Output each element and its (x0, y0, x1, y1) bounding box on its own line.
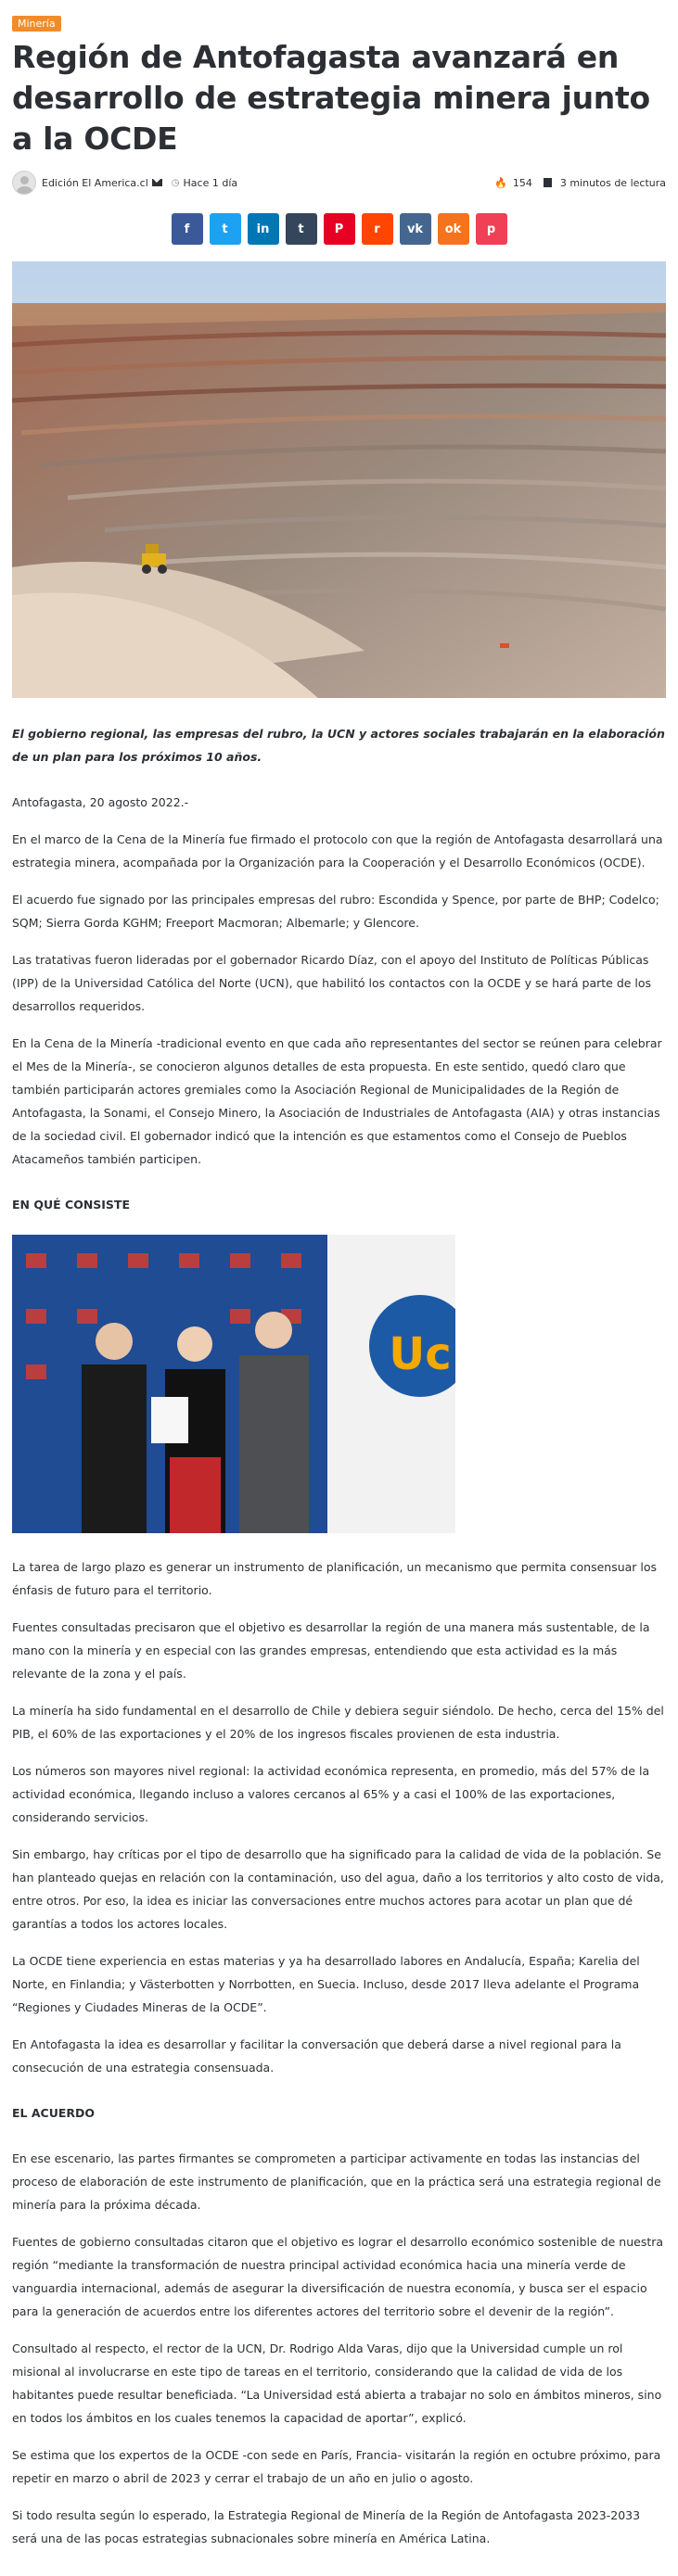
share-facebook-button[interactable] (172, 213, 203, 245)
paragraph: En Antofagasta la idea es desarrollar y facilitar la conversación que deberá darse a nivel regional para la consecución de una estrategia consensuada. (12, 2037, 621, 2075)
section-heading: EN QUÉ CONSISTE (12, 1198, 131, 1212)
linkedin-icon: in (256, 222, 270, 236)
paragraph: Los números son mayores nivel regional: la actividad económica representa, en promedio, más del 57% de la actividad económica, llegando incluso a valores cercanos al 65% y a casi el 100% de las exportaciones, considerando servicios. (12, 1764, 650, 1824)
share-buttons (12, 213, 666, 245)
odnoklassniki-icon: ok (444, 222, 462, 236)
banner-ucn-letter: Uc (389, 1328, 452, 1380)
paragraph-dateline: Antofagasta, 20 agosto 2022.- (12, 795, 189, 809)
bookmark-icon (544, 178, 552, 187)
share-twitter-button[interactable] (210, 213, 241, 245)
paragraph: La OCDE tiene experiencia en estas materias y ya ha desarrollado labores en Andalucía, España; Karelia del Norte, en Finlandia; y Västerbotten y Norrbotten, en Suecia. Incluso, desde 2017 lleva adelante el Programa “Regiones y Ciudades Mineras de la OCDE”. (12, 1954, 640, 2014)
clock-icon: ◷ (171, 177, 180, 188)
post-date: Hace 1 día (183, 176, 238, 189)
article-lead: El gobierno regional, las empresas del rubro, la UCN y actores sociales trabajarán en la elaboración de un plan para los próximos 10 años. (12, 727, 665, 764)
share-odnoklassniki-button[interactable] (438, 213, 469, 245)
paragraph: Sin embargo, hay críticas por el tipo de desarrollo que ha significado para la calidad de vida de la población. Se han planteado quejas en relación con la contaminación, uso del agua, daño a los territorios y alto costo de vida, entre otros. Por eso, la idea es iniciar las conversaciones entre muchos actores para acotar un plan que dé garantías a todos los actores locales. (12, 1847, 664, 1931)
paragraph: Si todo resulta según lo esperado, la Estrategia Regional de Minería de la Región de Antofagasta 2023-2033 será una de las pocas estrategias subnacionales sobre minería en América Latina. (12, 2508, 641, 2545)
article-meta (12, 169, 666, 197)
pocket-icon: p (486, 222, 496, 236)
reddit-icon: r (374, 222, 380, 236)
paragraph: Las tratativas fueron lideradas por el gobernador Ricardo Díaz, con el apoyo del Instituto de Políticas Públicas (IPP) de la Universidad Católica del Norte (UCN), que habilitó los contactos con la OCDE y se hará parte de los desarrollos requeridos. (12, 953, 652, 1013)
share-tumblr-button[interactable] (286, 213, 317, 245)
paragraph: En la Cena de la Minería -tradicional evento en que cada año representantes del sector se reúnen para celebrar el Mes de la Minería-, se conocieron algunos detalles de esta propuesta. En este sentido, quedó claro que también participarán actores gremiales como la Asociación Regional de Municipalidades de la Región de Antofagasta, la Sonami, el Consejo Minero, la Asociación de Industriales de Antofagasta (AIA) y otras instancias de la sociedad civil. El gobernador indicó que la intención es que estamentos como el Consejo de Pueblos Atacameños también participen. (12, 1036, 662, 1166)
share-linkedin-button[interactable] (248, 213, 279, 245)
paragraph: Fuentes consultadas precisaron que el objetivo es desarrollar la región de una manera más sustentable, de la mano con la minería y en especial con las grandes empresas, entendiendo que esta actividad es la más relevante de la zona y el país. (12, 1620, 650, 1681)
tumblr-icon: t (298, 222, 304, 236)
hero-image-open-pit-mine (12, 261, 666, 698)
meta-stats (494, 177, 666, 189)
paragraph: La minería ha sido fundamental en el desarrollo de Chile y debiera seguir siéndolo. De hecho, cerca del 15% del PIB, el 60% de las exportaciones y el 20% de los ingresos fiscales provienen de esta industria. (12, 1704, 664, 1741)
share-reddit-button[interactable] (362, 213, 393, 245)
paragraph: El acuerdo fue signado por las principales empresas del rubro: Escondida y Spence, por parte de BHP; Codelco; SQM; Sierra Gorda KGHM; Freeport Macmoran; Albemarle; y Glencore. (12, 893, 659, 930)
paragraph: En ese escenario, las partes firmantes se comprometen a participar activamente en todas las instancias del proceso de elaboración de este instrumento de planificación, que en la práctica será una estrategia regional de minería para la próxima década. (12, 2151, 661, 2212)
share-vk-button[interactable] (400, 213, 431, 245)
views-count: 154 (512, 176, 532, 189)
paragraph: Se estima que los expertos de la OCDE -con sede en París, Francia- visitarán la región en octubre próximo, para repetir en marzo o abril de 2023 y cerrar el trabajo de un año en julio o agosto. (12, 2448, 661, 2485)
vk-icon: vk (406, 222, 424, 236)
author-name[interactable]: Edición El America.cl (42, 176, 148, 189)
paragraph: En el marco de la Cena de la Minería fue firmado el protocolo con que la región de Antofagasta desarrollará una estrategia minera, acompañada por la Organización para la Cooperación y el Desarrollo Económicos (OCDE). (12, 832, 663, 869)
category-badge[interactable]: Minería (12, 16, 61, 32)
read-time: 3 minutos de lectura (559, 176, 666, 189)
paragraph: Fuentes de gobierno consultadas citaron que el objetivo es lograr el desarrollo económico sostenible de nuestra región “mediante la transformación de nuestra principal actividad económica hacia una minería verde de vanguardia internacional, además de asegurar la diversificación de nuestra economía, y busca ser el espacio para la generación de acuerdos entre los diferentes actores del territorio sobre el devenir de la región”. (12, 2235, 664, 2318)
signing-ceremony-photo (12, 1235, 455, 1533)
paragraph: La tarea de largo plazo es generar un instrumento de planificación, un mecanismo que permita consensuar los énfasis de futuro para el territorio. (12, 1560, 658, 1597)
author-avatar[interactable] (12, 171, 36, 195)
fire-icon: 🔥 (494, 176, 507, 189)
article-title: Región de Antofagasta avanzará en desarrollo de estrategia minera junto a la OCDE (12, 39, 650, 157)
mail-icon[interactable] (152, 179, 162, 186)
article-body (12, 791, 666, 2550)
share-pinterest-button[interactable] (324, 213, 355, 245)
share-pocket-button[interactable] (476, 213, 507, 245)
pinterest-icon: P (334, 222, 344, 236)
paragraph: Consultado al respecto, el rector de la UCN, Dr. Rodrigo Alda Varas, dijo que la Universidad cumple un rol misional al involucrarse en este tipo de tareas en el territorio, considerando que la calidad de vida de los habitantes puede resultar beneficiada. “La Universidad está abierta a trabajar no solo en ámbitos mineros, sino en todos los ámbitos en los cuales tenemos la capacidad de aportar”, explicó. (12, 2341, 662, 2425)
twitter-icon: t (222, 222, 228, 236)
facebook-icon: f (184, 222, 190, 236)
section-heading: EL ACUERDO (12, 2106, 96, 2120)
